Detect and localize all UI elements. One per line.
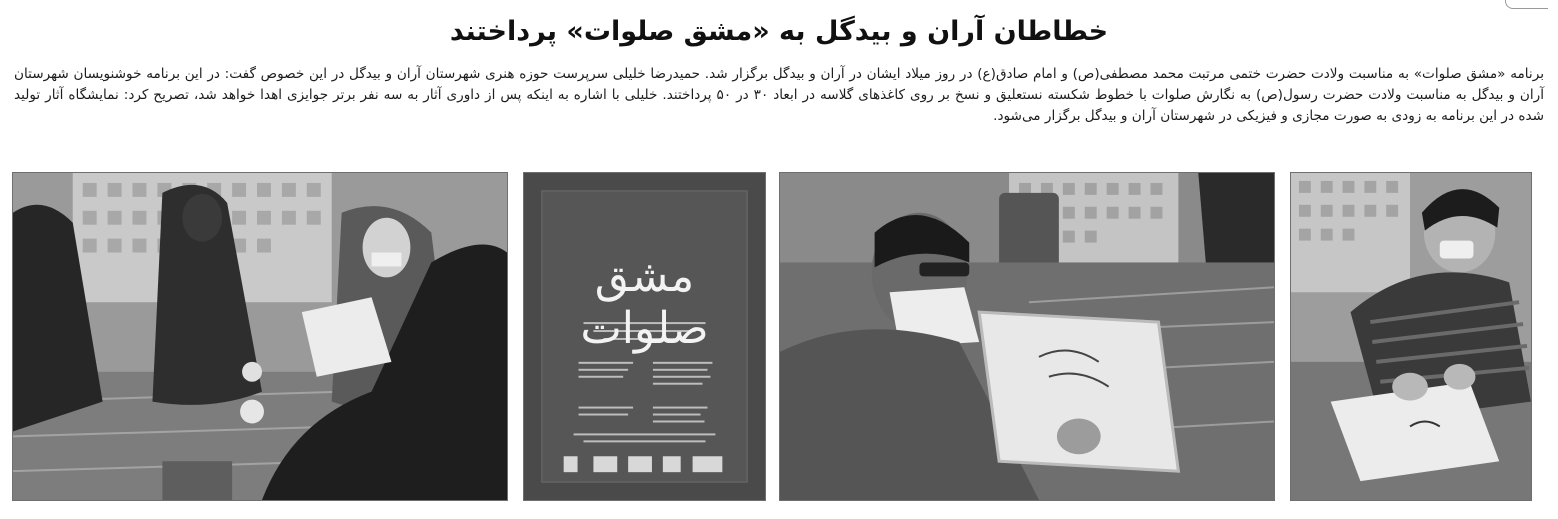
page-corner-ornament: [1505, 0, 1548, 9]
photo-boy-calligrapher-image: [1291, 173, 1531, 500]
event-poster: [523, 172, 766, 501]
photo-man-calligrapher: [779, 172, 1275, 501]
poster-title: مشق صلوات: [580, 251, 709, 354]
photo-man-calligrapher-image: [780, 173, 1274, 500]
photo-boy-calligrapher: [1290, 172, 1532, 501]
photo-women-calligraphers-image: [13, 173, 507, 500]
article-headline: خطاطان آران و بیدگل به «مشق صلوات» پرداختند: [449, 16, 1109, 47]
photo-women-calligraphers: [12, 172, 508, 501]
article-body: برنامه «مشق صلوات» به مناسبت ولادت حضرت ختمی مرتبت محمد مصطفی(ص) و امام صادق(ع) در روز میلاد ایشان در آران و بیدگل برگزار شد. حمیدرضا خلیلی سرپرست حوزه هنری شهرستان آران و بیدگل در این خصوص گفت: در این برنامه خوشنویسان شهرستان آران و بیدگل به مناسبت ولادت حضرت رسول(ص) به نگارش صلوات با خطوط شکسته نستعلیق و نسخ بر روی کاغذهای گلاسه در ابعاد ۳۰ در ۵۰ پرداختند. خلیلی با اشاره به اینکه پس از داوری آثار به سه نفر برتر جوایزی اهدا خواهد شد، تصریح کرد: نمایشگاه آثار تولید شده در این برنامه به زودی به صورت مجازی و فیزیکی در شهرستان آران و بیدگل برگزار می‌شود.: [14, 66, 1544, 124]
